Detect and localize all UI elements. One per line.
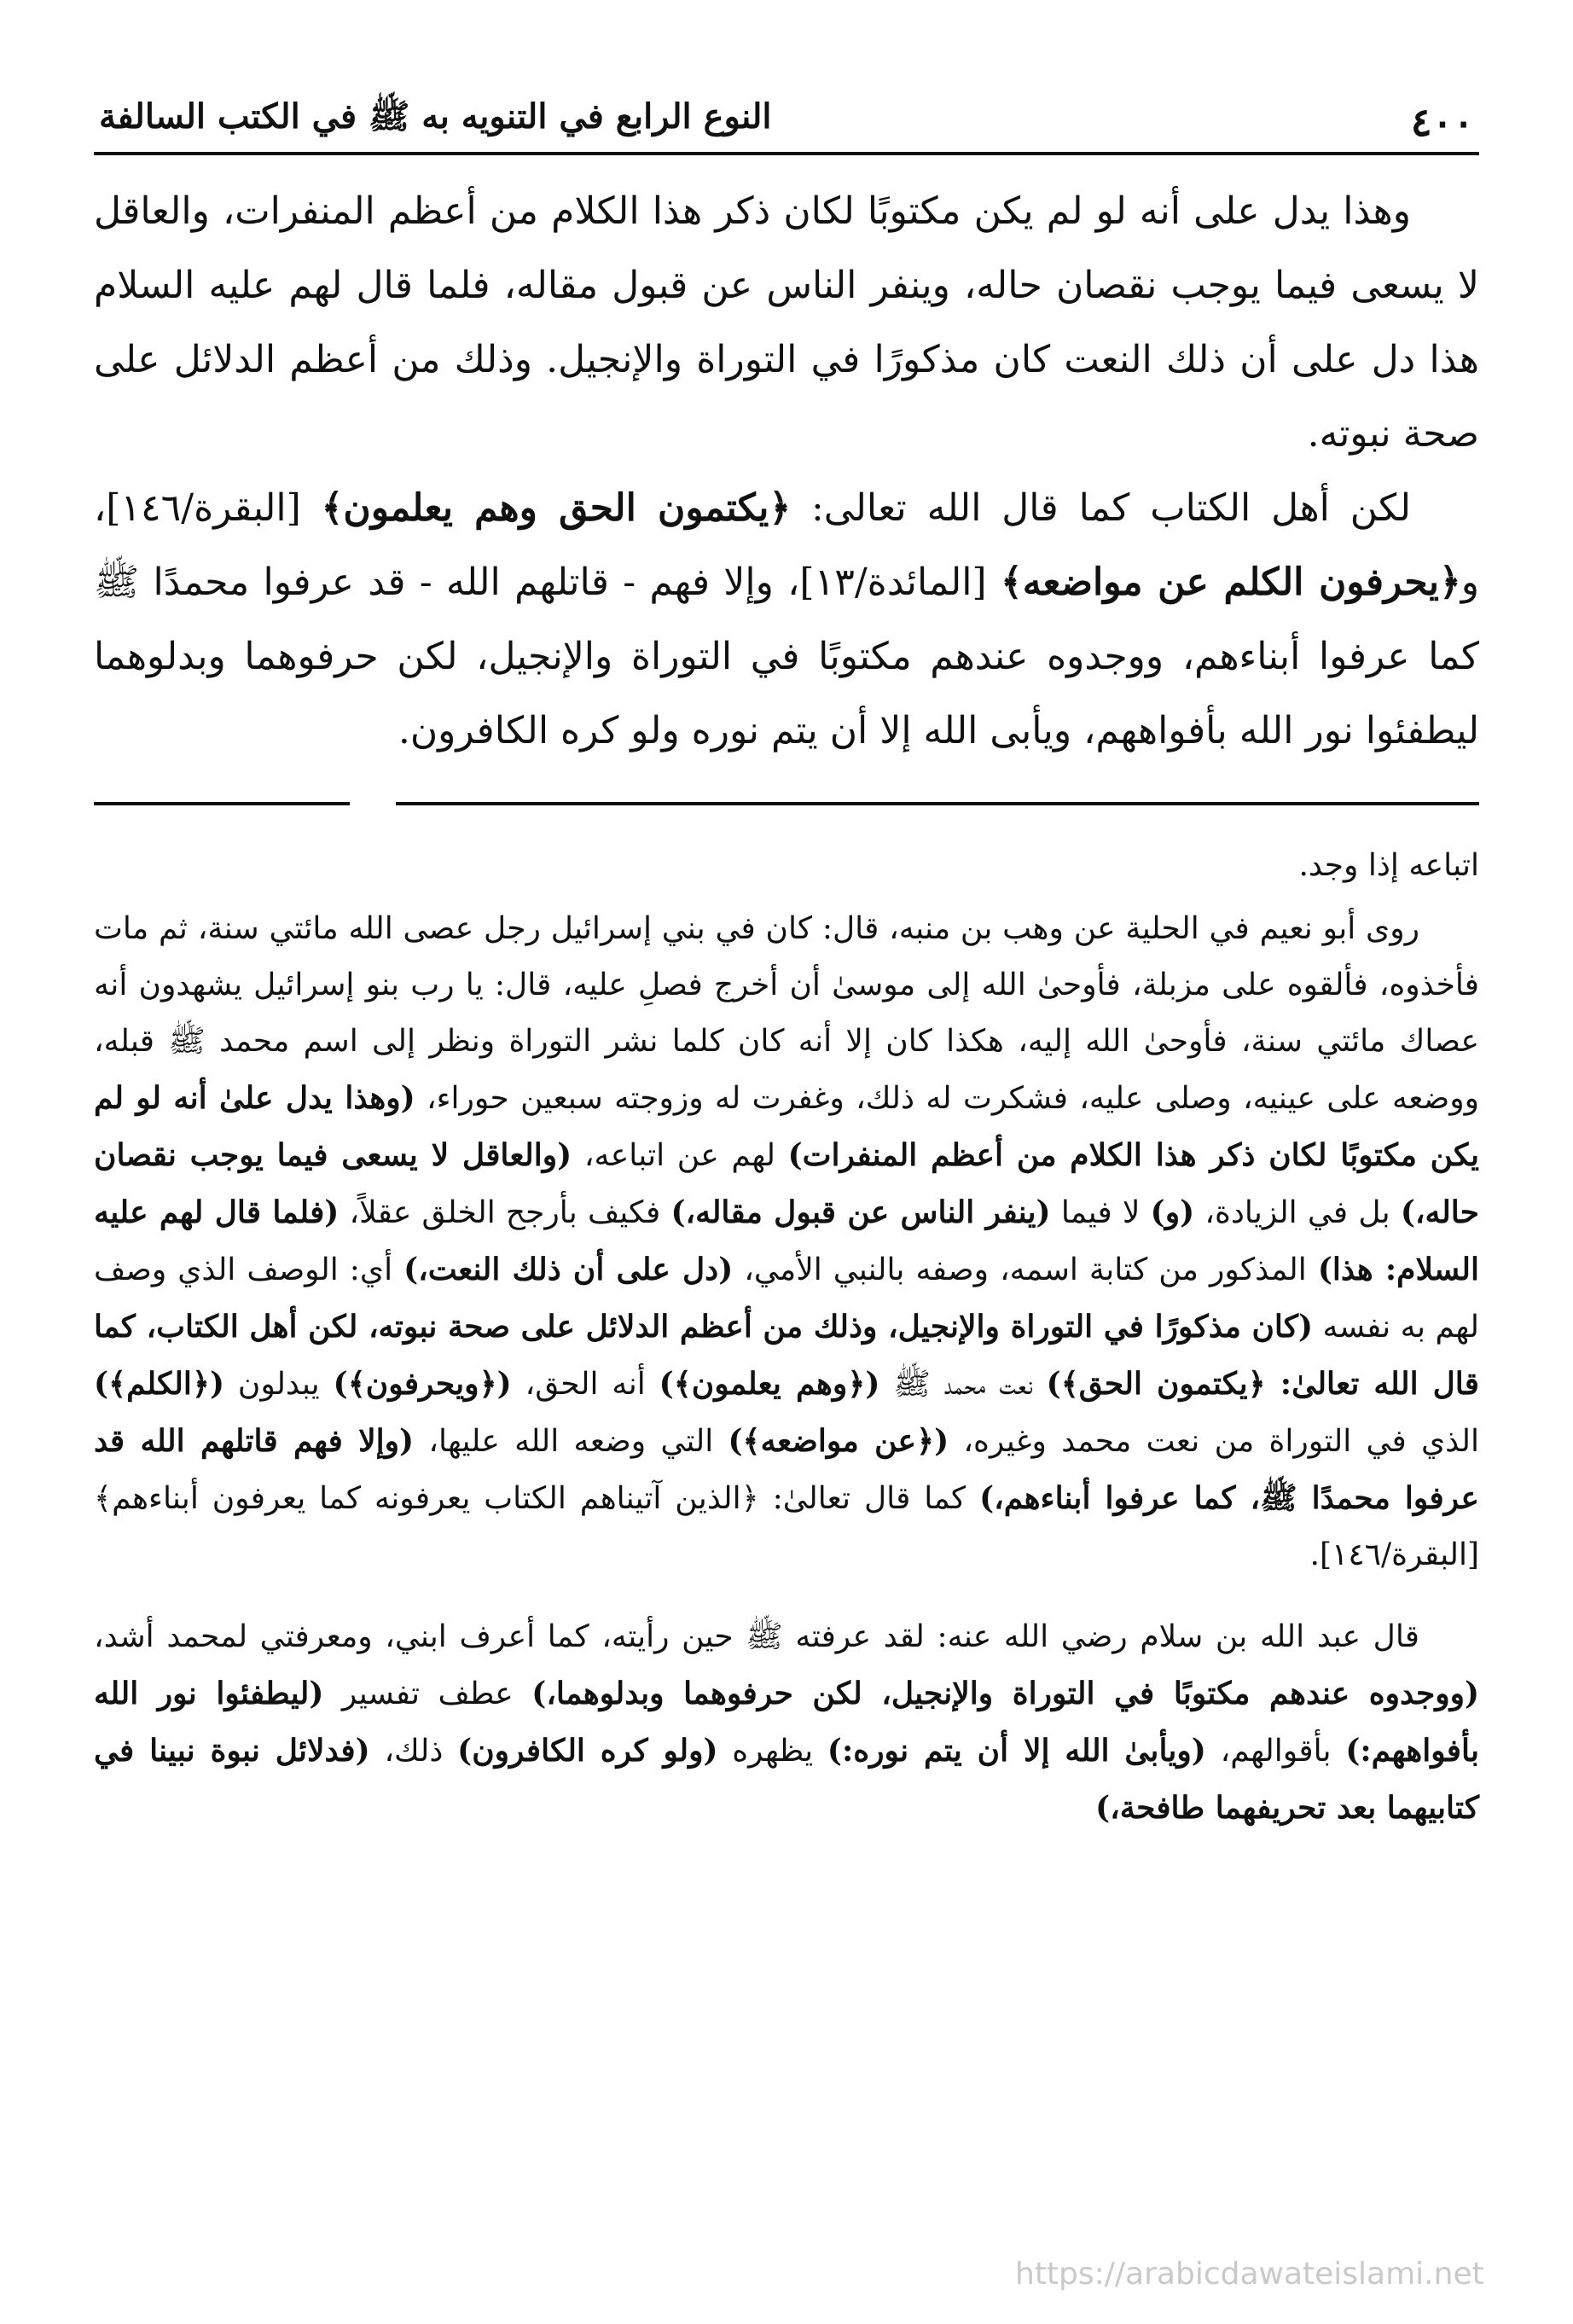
commentary-quote: (ليطفئوا نور الله بأفواههم:) [94, 1676, 1479, 1769]
commentary-quote: (ينفر الناس عن قبول مقاله،) [670, 1194, 1051, 1230]
commentary-quote: (كان مذكورًا في التوراة والإنجيل، وذلك من أعظم الدلائل على صحة نبوته، لكن أهل الكتاب، كما قال الله تعالىٰ: ﴿يكتمون الحق﴾) [94, 1309, 1479, 1402]
commentary-paragraph-1 [94, 901, 1479, 1583]
chapter-title: النوع الرابع في التنويه به ﷺ في الكتب السالفة [99, 96, 772, 137]
footnote-divider [94, 787, 1479, 821]
commentary-span: يظهره [717, 1734, 827, 1769]
main-text-span: [المائدة/١٣]، وإلا فهم - قاتلهم الله - قد عرفوا محمدًا ﷺ كما عرفوا أبناءهم، ووجدوه عندهم مكتوبًا في التوراة والإنجيل، لكن حرفوهما وبدلوهما ليطفئوا نور الله بأفواههم، ويأبى الله إلا أن يتم نوره ولو كره الكافرون. [94, 561, 1479, 752]
commentary-quote: (والعاقل لا يسعى فيما يوجب نقصان حاله،) [94, 1137, 1480, 1230]
running-header [94, 85, 1479, 155]
commentary-span: الذي في التوراة من نعت محمد وغيره، [949, 1424, 1480, 1459]
main-paragraph-2 [94, 471, 1479, 768]
commentary-span: أي: الوصف الذي وصف لهم به نفسه [94, 1252, 1479, 1345]
commentary-quote: (﴿الكلم﴾) [94, 1366, 224, 1402]
commentary-span: لهم عن اتباعه، [572, 1138, 788, 1173]
commentary [94, 838, 1479, 1837]
commentary-span: قال عبد الله بن سلام رضي الله عنه: لقد عرفته ﷺ حين رأيته، كما أعرف ابني، ومعرفتي لمحمد أشد، [94, 1619, 1419, 1654]
main-text [94, 174, 1479, 768]
commentary-span: كما قال تعالىٰ: ﴿الذين آتيناهم الكتاب يعرفونه كما يعرفون أبناءهم﴾ [البقرة/١٤٦]. [94, 1481, 1479, 1572]
commentary-quote: (فلما قال لهم عليه السلام: هذا) [94, 1194, 1480, 1287]
commentary-span: التي وضعه الله عليها، [414, 1424, 728, 1459]
commentary-quote: (فدلائل نبوة نبينا في كتابيهما بعد تحريفهما طافحة،) [94, 1733, 1479, 1826]
commentary-paragraph-0: اتباعه إذا وجد. [1298, 848, 1479, 883]
quran-quote: ﴿يكتمون الحق وهم يعلمون﴾ [321, 486, 792, 530]
commentary-quote: (دل على أن ذلك النعت،) [403, 1252, 734, 1287]
commentary-paragraph-2 [94, 1609, 1479, 1837]
commentary-span: لا فيما [1050, 1195, 1151, 1230]
main-text-span: [البقرة/١٤٦]، و [94, 486, 1480, 604]
commentary-span: نعت محمد ﷺ [879, 1367, 1047, 1402]
commentary-quote: (﴿وهم يعلمون﴾) [659, 1366, 880, 1402]
commentary-span: ذلك، [369, 1734, 458, 1769]
commentary-quote: (﴿عن مواضعه﴾) [728, 1423, 949, 1459]
commentary-span: المذكور من كتابة اسمه، وصفه بالنبي الأمي، [733, 1252, 1318, 1287]
commentary-span: فكيف بأرجح الخلق عقلاً، [339, 1195, 671, 1230]
main-paragraph-1: وهذا يدل على أنه لو لم يكن مكتوبًا لكان ذكر هذا الكلام من أعظم المنفرات، والعاقل لا يسعى فيما يوجب نقصان حاله، وينفر الناس عن قبول مقاله، فلما قال لهم عليه السلام هذا دل على أن ذلك النعت كان مذكورًا في التوراة والإنجيل. وذلك من أعظم الدلائل على صحة نبوته. [94, 189, 1479, 456]
commentary-span: بأقوالهم، [1205, 1734, 1346, 1769]
commentary-quote: (وهذا يدل علىٰ أنه لو لم يكن مكتوبًا لكان ذكر هذا الكلام من أعظم المنفرات) [94, 1080, 1479, 1173]
commentary-quote: (وإلا فهم قاتلهم الله قد عرفوا محمدًا ﷺ، كما عرفوا أبناءهم،) [94, 1423, 1480, 1516]
commentary-span: عطف تفسير [323, 1676, 532, 1711]
commentary-quote: (ويأبىٰ الله إلا أن يتم نوره:) [827, 1733, 1206, 1769]
quran-quote: ﴿يحرفون الكلم عن مواضعه﴾ [1001, 561, 1461, 604]
commentary-quote: (ولو كره الكافرون) [457, 1733, 718, 1769]
commentary-span: بل في الزيادة، [1194, 1195, 1401, 1230]
watermark-url: https://arabicdawateislami.net [1015, 2257, 1484, 2292]
commentary-span: أنه الحق، [511, 1367, 659, 1402]
divider-line-short [94, 802, 350, 805]
commentary-span: روى أبو نعيم في الحلية عن وهب بن منبه، قال: كان في بني إسرائيل رجل عصى الله مائتي سنة، ثم مات فأخذوه، فألقوه على مزبلة، فأوحىٰ الله إلى موسىٰ أن أخرج فصلِ عليه، قال: يا رب بنو إسرائيل يشهدون أنه عصاك مائتي سنة، فأوحىٰ الله إليه، هكذا كان إلا أنه كان كلما نشر التوراة ونظر إلى اسم محمد ﷺ قبله، ووضعه على عينيه، وصلى عليه، فشكرت له ذلك، وغفرت له وزوجته سبعين حوراء، [94, 911, 1480, 1116]
commentary-quote: (﴿ويحرفون﴾) [333, 1366, 512, 1402]
divider-line-long [396, 802, 1479, 805]
page-number: ٤٠٠ [1410, 99, 1474, 145]
commentary-quote: (و) [1150, 1194, 1195, 1230]
commentary-span: يبدلون [223, 1367, 334, 1402]
main-text-span: لكن أهل الكتاب كما قال الله تعالى: [791, 486, 1411, 530]
commentary-quote: (ووجدوه عندهم مكتوبًا في التوراة والإنجيل، لكن حرفوهما وبدلوهما،) [531, 1676, 1480, 1711]
